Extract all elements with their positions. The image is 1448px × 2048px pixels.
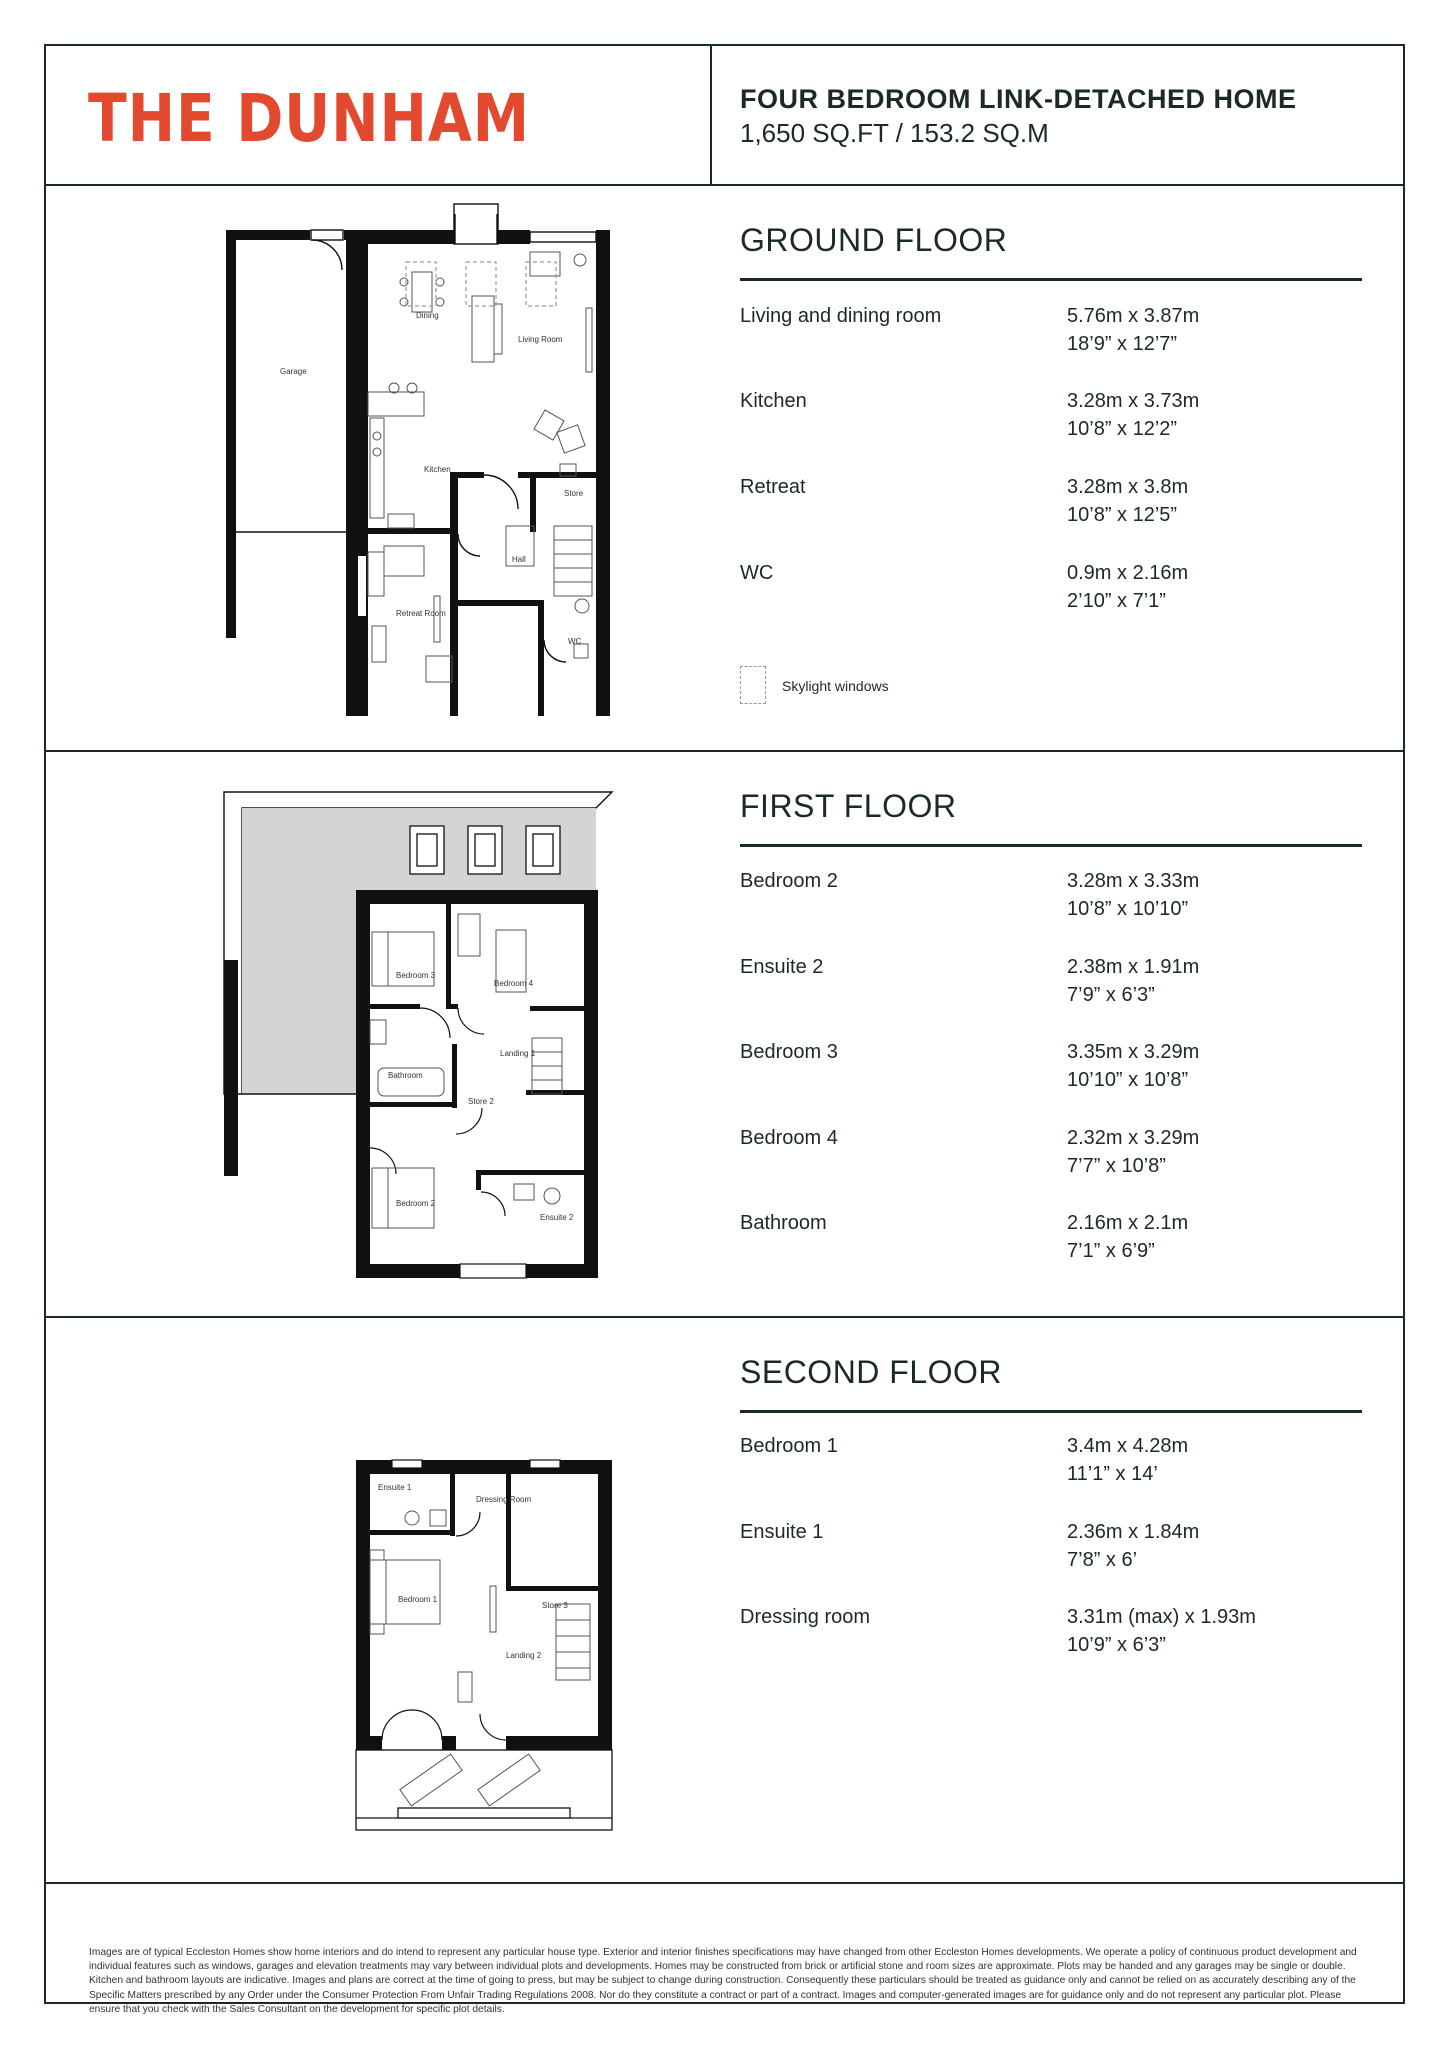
room-name: Ensuite 2 bbox=[740, 956, 824, 978]
room-metric: 2.36m x 1.84m bbox=[1067, 1521, 1200, 1543]
room-spec bbox=[740, 1606, 1360, 1666]
plan-label-ensuite-1: Ensuite 1 bbox=[378, 1483, 412, 1492]
plan-label-landing-2: Landing 2 bbox=[506, 1651, 542, 1660]
room-metric: 3.28m x 3.33m bbox=[1067, 870, 1200, 892]
plan-label-retreat: Retreat Room bbox=[396, 609, 446, 618]
room-spec bbox=[740, 1521, 1360, 1581]
room-imperial: 18’9” x 12’7” bbox=[1067, 333, 1178, 355]
header-divider bbox=[710, 46, 712, 186]
plan-label-store: Store bbox=[564, 489, 584, 498]
plan-label-hall: Hall bbox=[512, 555, 526, 564]
room-spec bbox=[740, 870, 1360, 930]
roof-window-icon bbox=[410, 826, 560, 874]
plan-label-dining: Dining bbox=[416, 311, 439, 320]
room-imperial: 10’8” x 12’5” bbox=[1067, 504, 1178, 526]
plan-label-dressing-room: Dressing Room bbox=[476, 1495, 532, 1504]
plan-room-labels bbox=[378, 1483, 568, 1660]
plan-label-bedroom-2: Bedroom 2 bbox=[396, 1199, 436, 1208]
room-name: Bedroom 3 bbox=[740, 1041, 838, 1063]
skylight-legend-label: Skylight windows bbox=[782, 678, 889, 694]
second-floor-title: SECOND FLOOR bbox=[740, 1354, 1003, 1390]
legal-disclaimer: Images are of typical Eccleston Homes show home interiors and do intend to represent any particular house type. Exterior and interior finishes specifications may have changed from other Eccleston Homes developments. We operate a policy of continuous product development and individual features such as windows, garages and elevation treatments may vary between individual plots and developments. Homes may be constructed from brick or artificial stone and room sizes are approximate. Plots may be handed and any garages may be single or double. Kitchen and bathroom layouts are indicative. Images and plans are correct at the time of going to press, but may be subject to change during construction. Consequently these particulars should be treated as guidance only and cannot be relied on as accurately describing any of the Specific Matters prescribed by any Order under the Consumer Protection From Unfair Trading Regulations 2008. Nor do they constitute a contract or part of a contract. Images and computer-generated images are for guidance only and do not represent any particular plot. Please ensure that you check with the Sales Consultant on the development for specific plot details. bbox=[89, 1947, 1357, 2015]
room-name: Ensuite 1 bbox=[740, 1521, 824, 1543]
room-spec bbox=[740, 562, 1360, 622]
room-imperial: 11’1” x 14’ bbox=[1067, 1463, 1158, 1485]
title-rule bbox=[740, 844, 1362, 847]
plan-label-bedroom-3: Bedroom 3 bbox=[396, 971, 436, 980]
plan-label-garage: Garage bbox=[280, 367, 307, 376]
first-floor-title: FIRST FLOOR bbox=[740, 788, 957, 824]
room-imperial: 10’10” x 10’8” bbox=[1067, 1069, 1189, 1091]
room-spec bbox=[740, 1127, 1360, 1187]
room-name: WC bbox=[740, 562, 774, 584]
room-imperial: 10’8” x 10’10” bbox=[1067, 898, 1189, 920]
room-name: Dressing room bbox=[740, 1606, 871, 1628]
room-name: Bathroom bbox=[740, 1212, 827, 1234]
divider bbox=[46, 1882, 1403, 1884]
title-rule bbox=[740, 1410, 1362, 1413]
room-spec bbox=[740, 1435, 1360, 1495]
room-spec bbox=[740, 1212, 1360, 1272]
room-metric: 3.4m x 4.28m bbox=[1067, 1435, 1189, 1457]
room-name: Kitchen bbox=[740, 390, 807, 412]
room-name: Bedroom 2 bbox=[740, 870, 838, 892]
room-metric: 0.9m x 2.16m bbox=[1067, 562, 1189, 584]
room-name: Retreat bbox=[740, 476, 806, 498]
first-floor-plan bbox=[220, 784, 620, 1284]
plan-label-kitchen: Kitchen bbox=[424, 465, 451, 474]
plan-label-landing-1: Landing 1 bbox=[500, 1049, 536, 1058]
plan-label-bedroom-1: Bedroom 1 bbox=[398, 1595, 438, 1604]
room-name: Living and dining room bbox=[740, 305, 942, 327]
room-spec bbox=[740, 476, 1360, 536]
room-metric: 3.28m x 3.73m bbox=[1067, 390, 1200, 412]
room-metric: 5.76m x 3.87m bbox=[1067, 305, 1200, 327]
skylight-legend-icon bbox=[740, 666, 766, 704]
brand-logo: THE DUNHAM bbox=[88, 80, 530, 157]
divider bbox=[46, 1316, 1403, 1318]
ground-floor-title: GROUND FLOOR bbox=[740, 222, 1008, 258]
stairs-icon bbox=[554, 526, 592, 596]
room-imperial: 10’9” x 6’3” bbox=[1067, 1634, 1166, 1656]
second-floor-plan bbox=[340, 1440, 630, 1840]
divider bbox=[46, 184, 1403, 186]
room-spec bbox=[740, 956, 1360, 1016]
garage-roof bbox=[242, 890, 356, 1094]
plan-label-ensuite-2: Ensuite 2 bbox=[540, 1213, 574, 1222]
room-imperial: 7’8” x 6’ bbox=[1067, 1549, 1138, 1571]
plan-room-labels bbox=[280, 311, 584, 646]
plan-label-wc: WC bbox=[568, 637, 582, 646]
room-name: Bedroom 1 bbox=[740, 1435, 838, 1457]
ground-floor-plan bbox=[220, 196, 620, 716]
plan-label-store-3: Store 3 bbox=[542, 1601, 568, 1610]
plan-label-store-2: Store 2 bbox=[468, 1097, 494, 1106]
room-spec bbox=[740, 1041, 1360, 1101]
room-metric: 2.32m x 3.29m bbox=[1067, 1127, 1200, 1149]
room-metric: 3.35m x 3.29m bbox=[1067, 1041, 1200, 1063]
room-spec bbox=[740, 305, 1360, 365]
room-imperial: 7’7” x 10’8” bbox=[1067, 1155, 1166, 1177]
plan-label-bathroom: Bathroom bbox=[388, 1071, 423, 1080]
room-imperial: 7’9” x 6’3” bbox=[1067, 984, 1155, 1006]
room-metric: 3.28m x 3.8m bbox=[1067, 476, 1189, 498]
room-name: Bedroom 4 bbox=[740, 1127, 838, 1149]
room-imperial: 10’8” x 12’2” bbox=[1067, 418, 1178, 440]
home-type: FOUR BEDROOM LINK-DETACHED HOME bbox=[740, 84, 1297, 114]
room-imperial: 7’1” x 6’9” bbox=[1067, 1240, 1155, 1262]
plan-furniture bbox=[370, 1510, 590, 1806]
skylight-icon bbox=[406, 262, 556, 306]
home-area: 1,650 SQ.FT / 153.2 SQ.M bbox=[740, 118, 1049, 148]
room-metric: 3.31m (max) x 1.93m bbox=[1067, 1606, 1256, 1628]
room-imperial: 2’10” x 7’1” bbox=[1067, 590, 1166, 612]
title-rule bbox=[740, 278, 1362, 281]
room-metric: 2.16m x 2.1m bbox=[1067, 1212, 1189, 1234]
room-spec bbox=[740, 390, 1360, 450]
room-metric: 2.38m x 1.91m bbox=[1067, 956, 1200, 978]
plan-label-bedroom-4: Bedroom 4 bbox=[494, 979, 534, 988]
plan-walls bbox=[226, 230, 610, 716]
divider bbox=[46, 750, 1403, 752]
plan-label-living: Living Room bbox=[518, 335, 563, 344]
